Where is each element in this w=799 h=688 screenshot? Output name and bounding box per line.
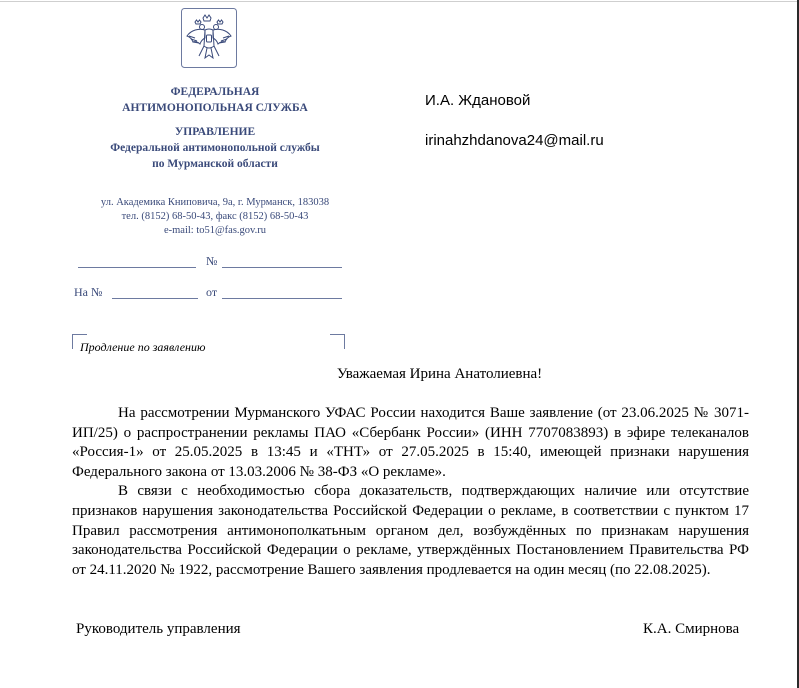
recipient-name: И.А. Ждановой <box>425 92 531 109</box>
in-reply-label: На № <box>74 285 103 299</box>
coat-of-arms-emblem-icon <box>181 8 237 68</box>
sender-email: e-mail: to51@fas.gov.ru <box>163 225 266 236</box>
outgoing-number-line <box>222 267 342 268</box>
sender-address: ул. Академика Книповича, 9а, г. Мурманск, 183038 <box>100 197 330 208</box>
subject-corner-right <box>330 334 345 349</box>
in-reply-from-label: от <box>206 285 218 299</box>
sender-phone: тел. (8152) 68-50-43, факс (8152) 68-50-43 <box>121 211 309 222</box>
greeting: Уважаемая Ирина Анатолиевна! <box>336 366 543 382</box>
subject-line: Продление по заявлению <box>80 340 206 354</box>
top-rule <box>0 1 799 2</box>
in-reply-number-line <box>112 298 198 299</box>
department-line2: Федеральной антимонопольной службы <box>110 142 320 154</box>
department-line3: по Мурманской области <box>152 158 278 170</box>
outgoing-number-label: № <box>206 254 218 268</box>
recipient-email: irinahzhdanova24@mail.ru <box>425 132 604 149</box>
body-paragraph-1: На рассмотрении Мурманского УФАС России находится Ваше заявление (от 23.06.2025 № 3071-ИП/25) о распространении рекламы ПАО «Сбербанк России» (ИНН 7707083893) в эфире телеканалов «Россия-1» от 25.05.2025 в 13:45 и «ТНТ» от 27.05.2025 в 15:40, имеющей признаки нарушения Федерального закона от 13.03.2006 № 38-ФЗ «О рекламе». <box>72 405 749 480</box>
org-name <box>90 84 340 116</box>
department-name <box>70 124 360 172</box>
outgoing-date-line <box>78 267 196 268</box>
in-reply-date-line <box>222 298 342 299</box>
sender-contacts <box>70 196 360 238</box>
department-line1: УПРАВЛЕНИЕ <box>174 126 256 138</box>
letter-body <box>72 404 749 580</box>
signatory-position: Руководитель управления <box>76 621 241 637</box>
org-name-line2: АНТИМОНОПОЛЬНАЯ СЛУЖБА <box>122 102 308 114</box>
signatory-name: К.А. Смирнова <box>643 621 740 637</box>
org-name-line1: ФЕДЕРАЛЬНАЯ <box>170 86 260 98</box>
body-paragraph-2: В связи с необходимостью сбора доказательств, подтверждающих наличие или отсутствие признаков нарушения законодательства Российской Федерации о рекламе, в соответствии с пунктом 17 Правил рассмотрения антимонополкатьным органом дел, возбуждённых по признакам нарушения законодательства Российской Федерации о рекламе, утверждённых Постановлением Правительства РФ от 24.11.2020 № 1922, рассмотрение Вашего заявления продлевается на один месяц (по 22.08.2025). <box>72 483 749 578</box>
